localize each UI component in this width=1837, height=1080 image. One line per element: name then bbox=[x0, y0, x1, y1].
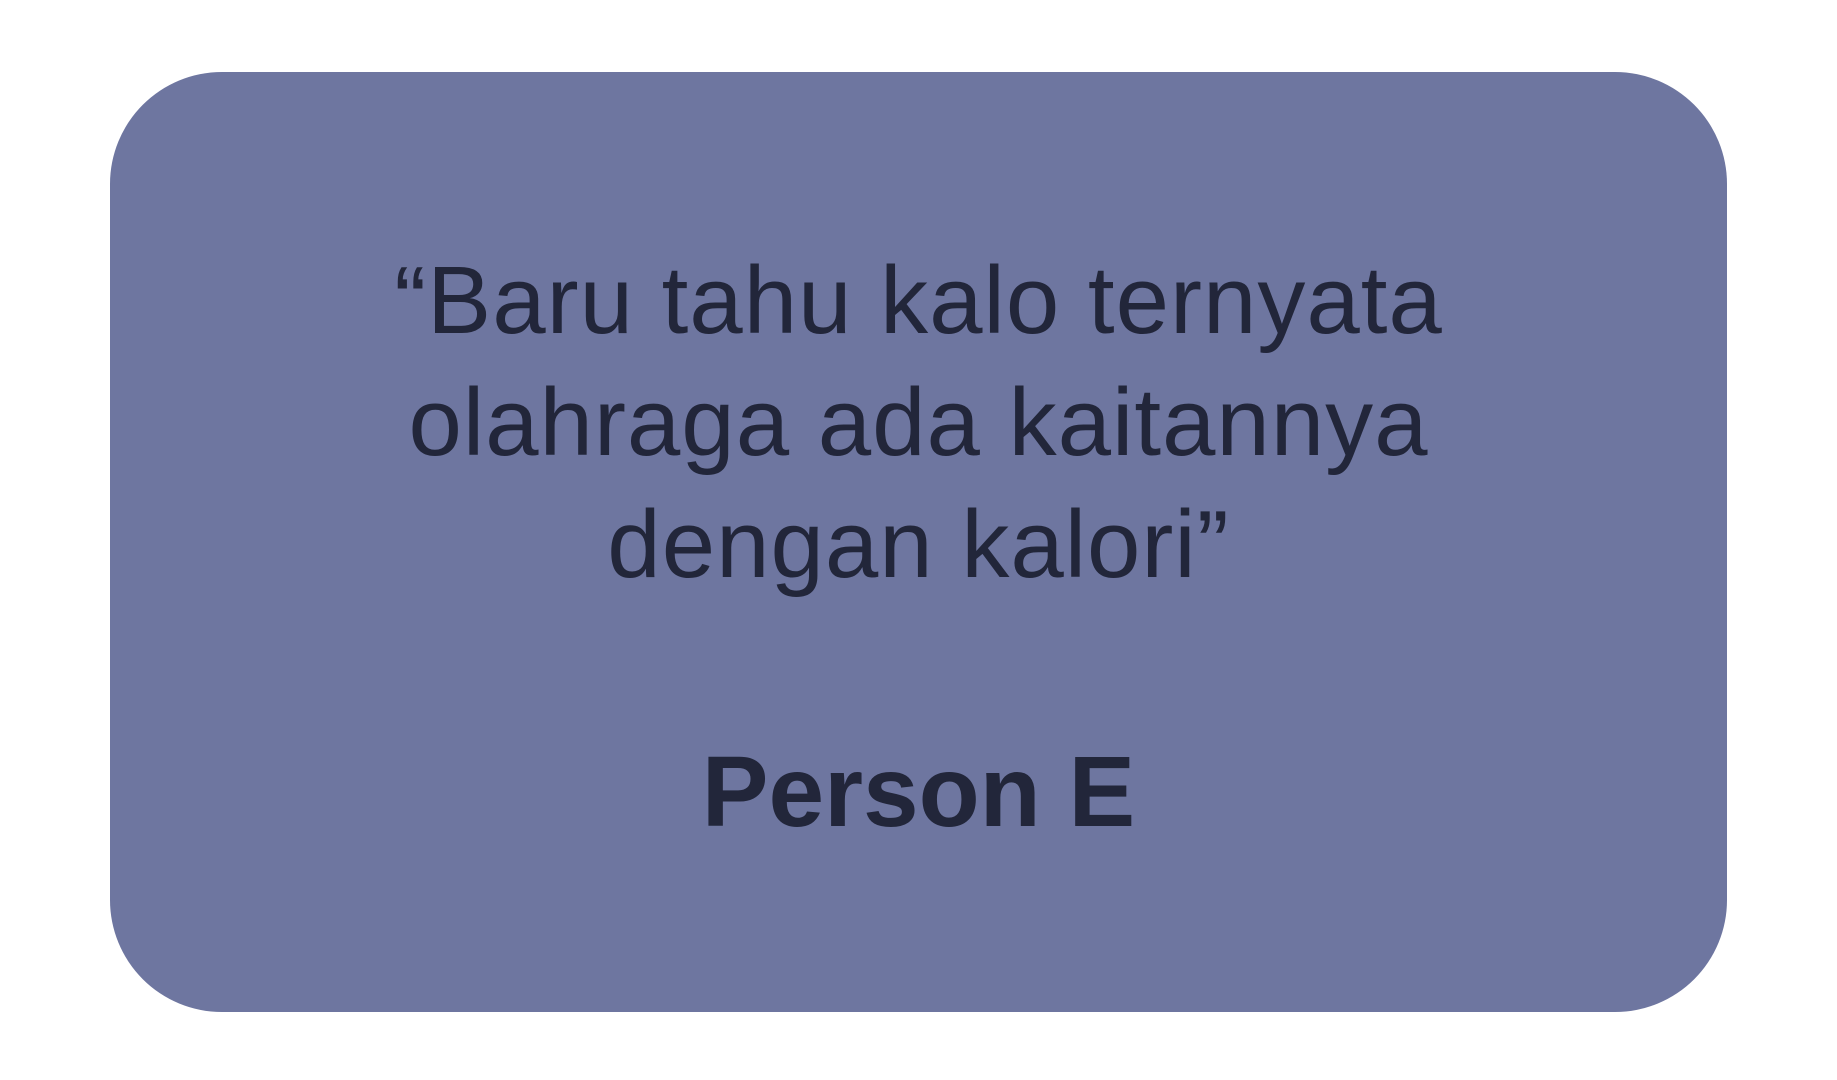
testimonial-author: Person E bbox=[701, 736, 1136, 848]
testimonial-quote: “Baru tahu kalo ternyata olahraga ada kaitannya dengan kalori” bbox=[394, 247, 1443, 598]
testimonial-card bbox=[110, 72, 1727, 1012]
